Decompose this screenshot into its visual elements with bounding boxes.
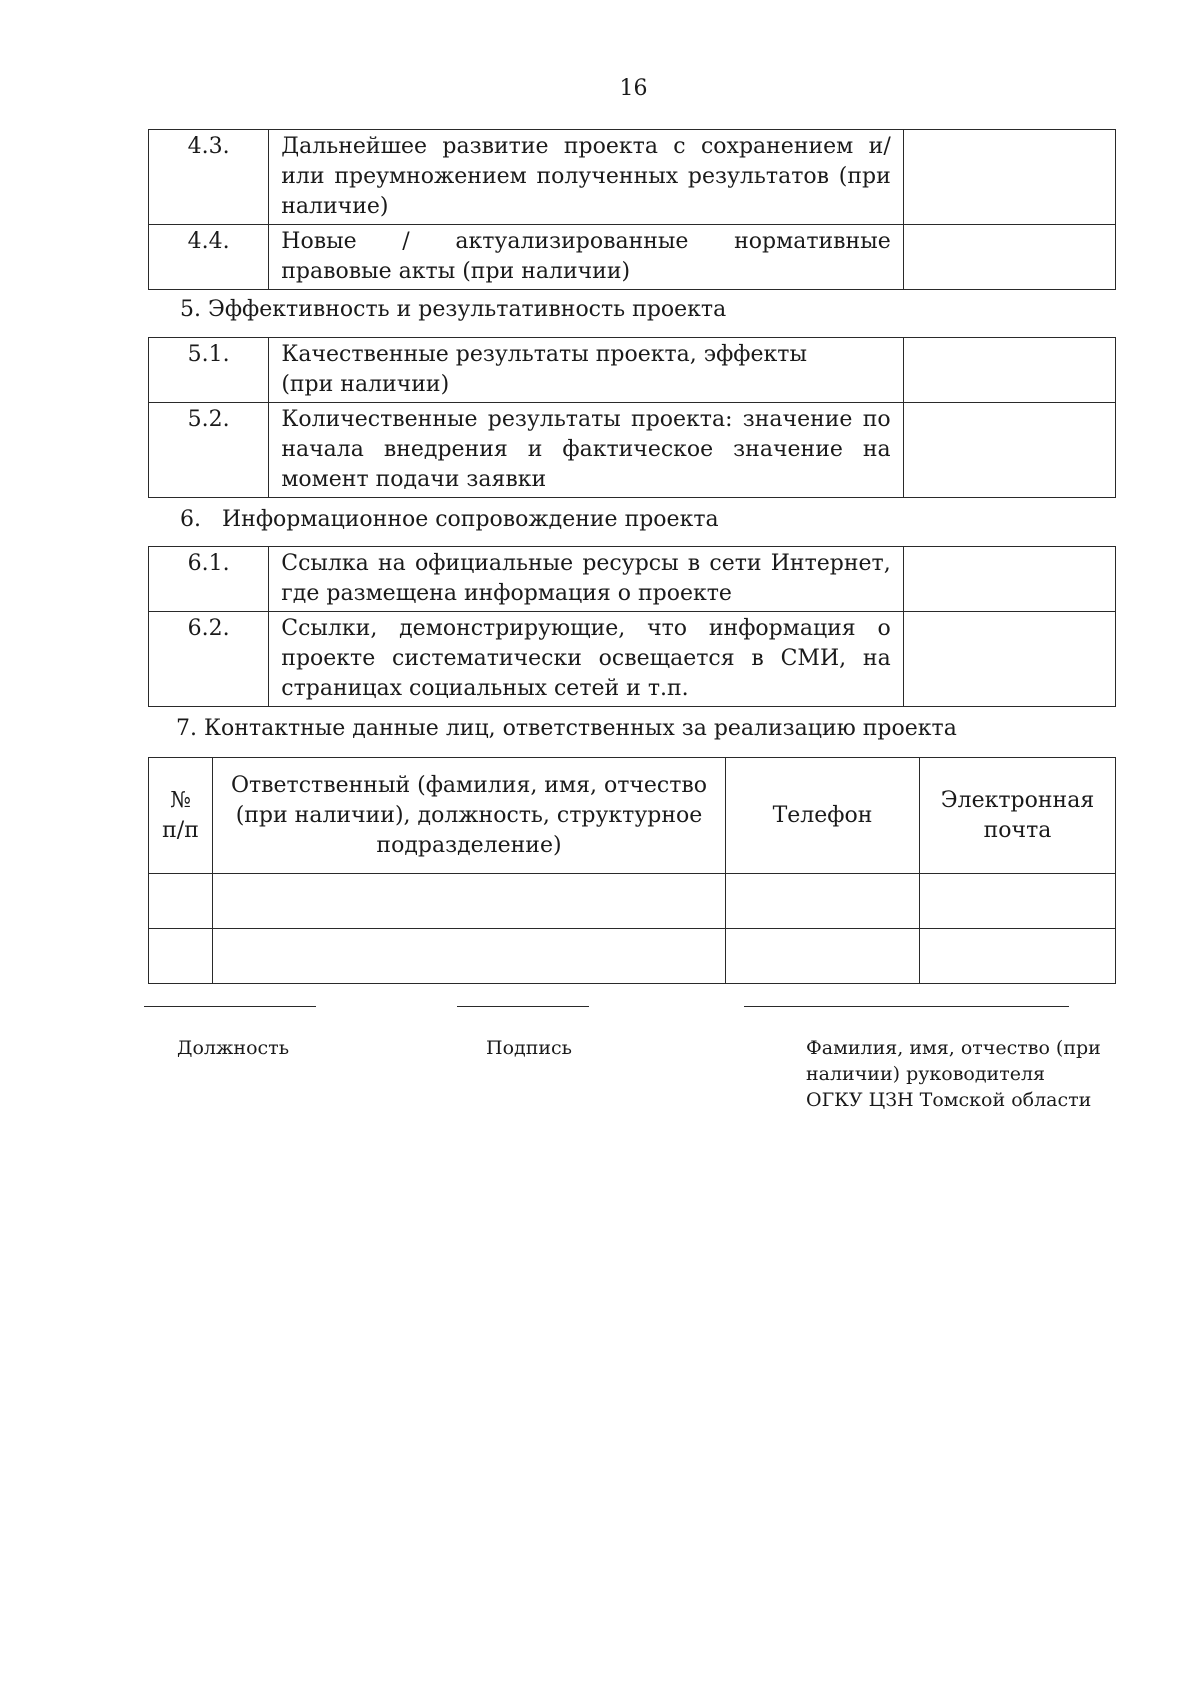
section7-heading: 7. Контактные данные лиц, ответственных за реализацию проекта	[176, 716, 957, 741]
section6-heading: 6. Информационное сопровождение проекта	[180, 507, 719, 532]
table-row	[149, 547, 1116, 612]
head-name-label: Фамилия, имя, отчество (при наличии) руководителя ОГКУ ЦЗН Томской области	[806, 1037, 1101, 1111]
signature-label: Подпись	[486, 1037, 573, 1059]
column-header-line: №	[170, 787, 191, 813]
section5-table	[148, 337, 1116, 498]
column-header-responsible: Ответственный (фамилия, имя, отчество (при наличии), должность, структурное подразделение)	[213, 758, 726, 874]
row-number: 5.2.	[149, 403, 269, 498]
cell-email[interactable]	[920, 874, 1116, 929]
name-signature-line	[744, 1006, 1069, 1007]
column-header-email	[920, 758, 1116, 874]
table-row	[149, 929, 1116, 984]
column-header-line: п/п	[162, 817, 199, 843]
row-description: Ссылки, демонстрирующие, что информация о проекте систематически освещается в СМИ, на страницах социальных сетей и т.п.	[269, 612, 903, 707]
cell-responsible[interactable]	[213, 874, 726, 929]
cell-phone[interactable]	[726, 929, 920, 984]
cell-responsible[interactable]	[213, 929, 726, 984]
section6-table	[148, 546, 1116, 707]
column-header-number	[149, 758, 213, 874]
row-description	[269, 338, 903, 403]
position-label: Должность	[177, 1037, 290, 1059]
row-number: 4.3.	[149, 130, 269, 225]
row-value-cell[interactable]	[903, 612, 1115, 707]
row-number: 6.1.	[149, 547, 269, 612]
row-number: 5.1.	[149, 338, 269, 403]
table-row	[149, 225, 1116, 290]
signature-line	[457, 1006, 589, 1007]
cell-number[interactable]	[149, 874, 213, 929]
position-signature-line	[144, 1006, 316, 1007]
row-value-cell[interactable]	[903, 338, 1115, 403]
contacts-table	[148, 757, 1116, 984]
row-description-line: Качественные результаты проекта, эффекты	[281, 342, 807, 367]
table-row	[149, 403, 1116, 498]
column-header-line: Электронная	[940, 787, 1095, 813]
column-header-phone: Телефон	[726, 758, 920, 874]
cell-number[interactable]	[149, 929, 213, 984]
section5-heading: 5. Эффективность и результативность проекта	[180, 297, 727, 322]
row-description: Количественные результаты проекта: значение по начала внедрения и фактическое значение на момент подачи заявки	[269, 403, 903, 498]
row-value-cell[interactable]	[903, 225, 1115, 290]
row-value-cell[interactable]	[903, 403, 1115, 498]
row-description: Ссылка на официальные ресурсы в сети Интернет, где размещена информация о проекте	[269, 547, 903, 612]
table-row	[149, 612, 1116, 707]
row-description: Новые / актуализированные нормативные правовые акты (при наличии)	[269, 225, 903, 290]
table-row	[149, 130, 1116, 225]
row-value-cell[interactable]	[903, 547, 1115, 612]
cell-email[interactable]	[920, 929, 1116, 984]
table-row	[149, 338, 1116, 403]
row-description-line: (при наличии)	[281, 372, 450, 397]
row-number: 6.2.	[149, 612, 269, 707]
row-value-cell[interactable]	[903, 130, 1115, 225]
row-description: Дальнейшее развитие проекта с сохранением и/или преумножением полученных результатов (при наличие)	[269, 130, 903, 225]
table-header-row	[149, 758, 1116, 874]
section4-table	[148, 129, 1116, 290]
cell-phone[interactable]	[726, 874, 920, 929]
row-number: 4.4.	[149, 225, 269, 290]
page-number: 16	[619, 76, 648, 101]
column-header-line: почта	[983, 817, 1052, 843]
table-row	[149, 874, 1116, 929]
